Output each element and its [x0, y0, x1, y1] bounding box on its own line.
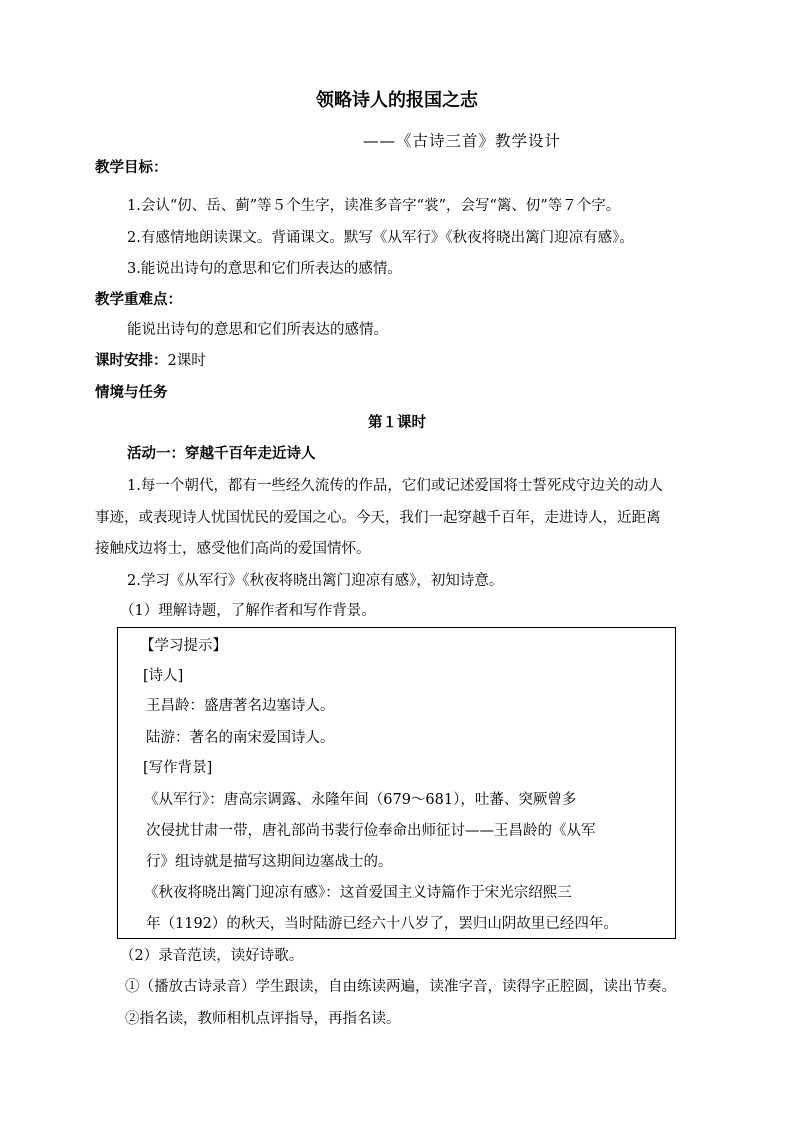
step1: （1）理解诗题，了解作者和写作背景。: [120, 603, 376, 619]
poet-wang-changling: 王昌龄：盛唐著名边塞诗人。: [146, 698, 335, 714]
poet-lu-you: 陆游：著名的南宋爱国诗人。: [146, 730, 335, 746]
page-title: 领略诗人的报国之志: [316, 90, 478, 111]
background2-line-1: 《秋夜将晓出篱门迎凉有感》：这首爱国主义诗篇作于宋光宗绍熙三: [144, 885, 572, 901]
task-heading: 情境与任务: [95, 384, 168, 401]
step2-item-2: ②指名读，教师相机点评指导，再指名读。: [125, 1011, 401, 1027]
background1-line-1: 《从军行》：唐高宗调露、永隆年间（679～681），吐蕃、突厥曾多: [144, 792, 577, 808]
paragraph1-line-2: 事迹，或表现诗人忧国忧民的爱国之心。今天，我们一起穿越千百年，走进诗人，近距离: [95, 510, 661, 526]
step2-item-1: ①（播放古诗录音）学生跟读，自由练读两遍，读准字音，读得字正腔圆，读出节奏。: [125, 979, 676, 995]
schedule-line: [95, 351, 206, 371]
study-tips-heading: 【学习提示】: [140, 638, 227, 654]
goal-item-2: 2.有感情地朗读课文。背诵课文。默写《从军行》《秋夜将晓出篱门迎凉有感》。: [127, 230, 634, 246]
schedule-value: 2课时: [167, 353, 206, 369]
focus-text: 能说出诗句的意思和它们所表达的感情。: [127, 322, 388, 338]
paragraph2: 2.学习《从军行》《秋夜将晓出篱门迎凉有感》，初知诗意。: [127, 573, 504, 589]
paragraph1-line-1: 1.每一个朝代，都有一些经久流传的作品，它们或记述爱国将士誓死戍守边关的动人: [127, 478, 663, 494]
goal-item-1: 1.会认“仞、岳、蓟”等５个生字，读准多音字“裳”，会写“篱、仞”等７个字。: [127, 198, 621, 214]
goal-item-3: 3.能说出诗句的意思和它们所表达的感情。: [127, 261, 402, 277]
poets-label: [诗人]: [143, 668, 184, 684]
lesson-heading: 第１课时: [368, 414, 426, 431]
focus-heading: 教学重难点：: [95, 291, 182, 308]
goals-heading: 教学目标：: [95, 159, 168, 176]
activity1-heading: 活动一：穿越千百年走近诗人: [127, 445, 316, 462]
paragraph1-line-3: 接触戍边将士，感受他们高尚的爱国情怀。: [95, 541, 371, 557]
page-subtitle: ——《古诗三首》教学设计: [363, 132, 562, 150]
background1-line-3: 行》组诗就是描写这期间边塞战士的。: [146, 854, 393, 870]
background-label: [写作背景]: [143, 760, 213, 776]
step2: （2）录音范读，读好诗歌。: [120, 948, 304, 964]
background2-line-2: 年（1192）的秋天，当时陆游已经六十八岁了，罢归山阴故里已经四年。: [146, 916, 618, 932]
study-tips-box: [117, 627, 676, 939]
background1-line-2: 次侵扰甘肃一带，唐礼部尚书裴行俭奉命出师征讨——王昌龄的《从军: [146, 823, 596, 839]
schedule-heading: 课时安排：: [95, 352, 168, 369]
